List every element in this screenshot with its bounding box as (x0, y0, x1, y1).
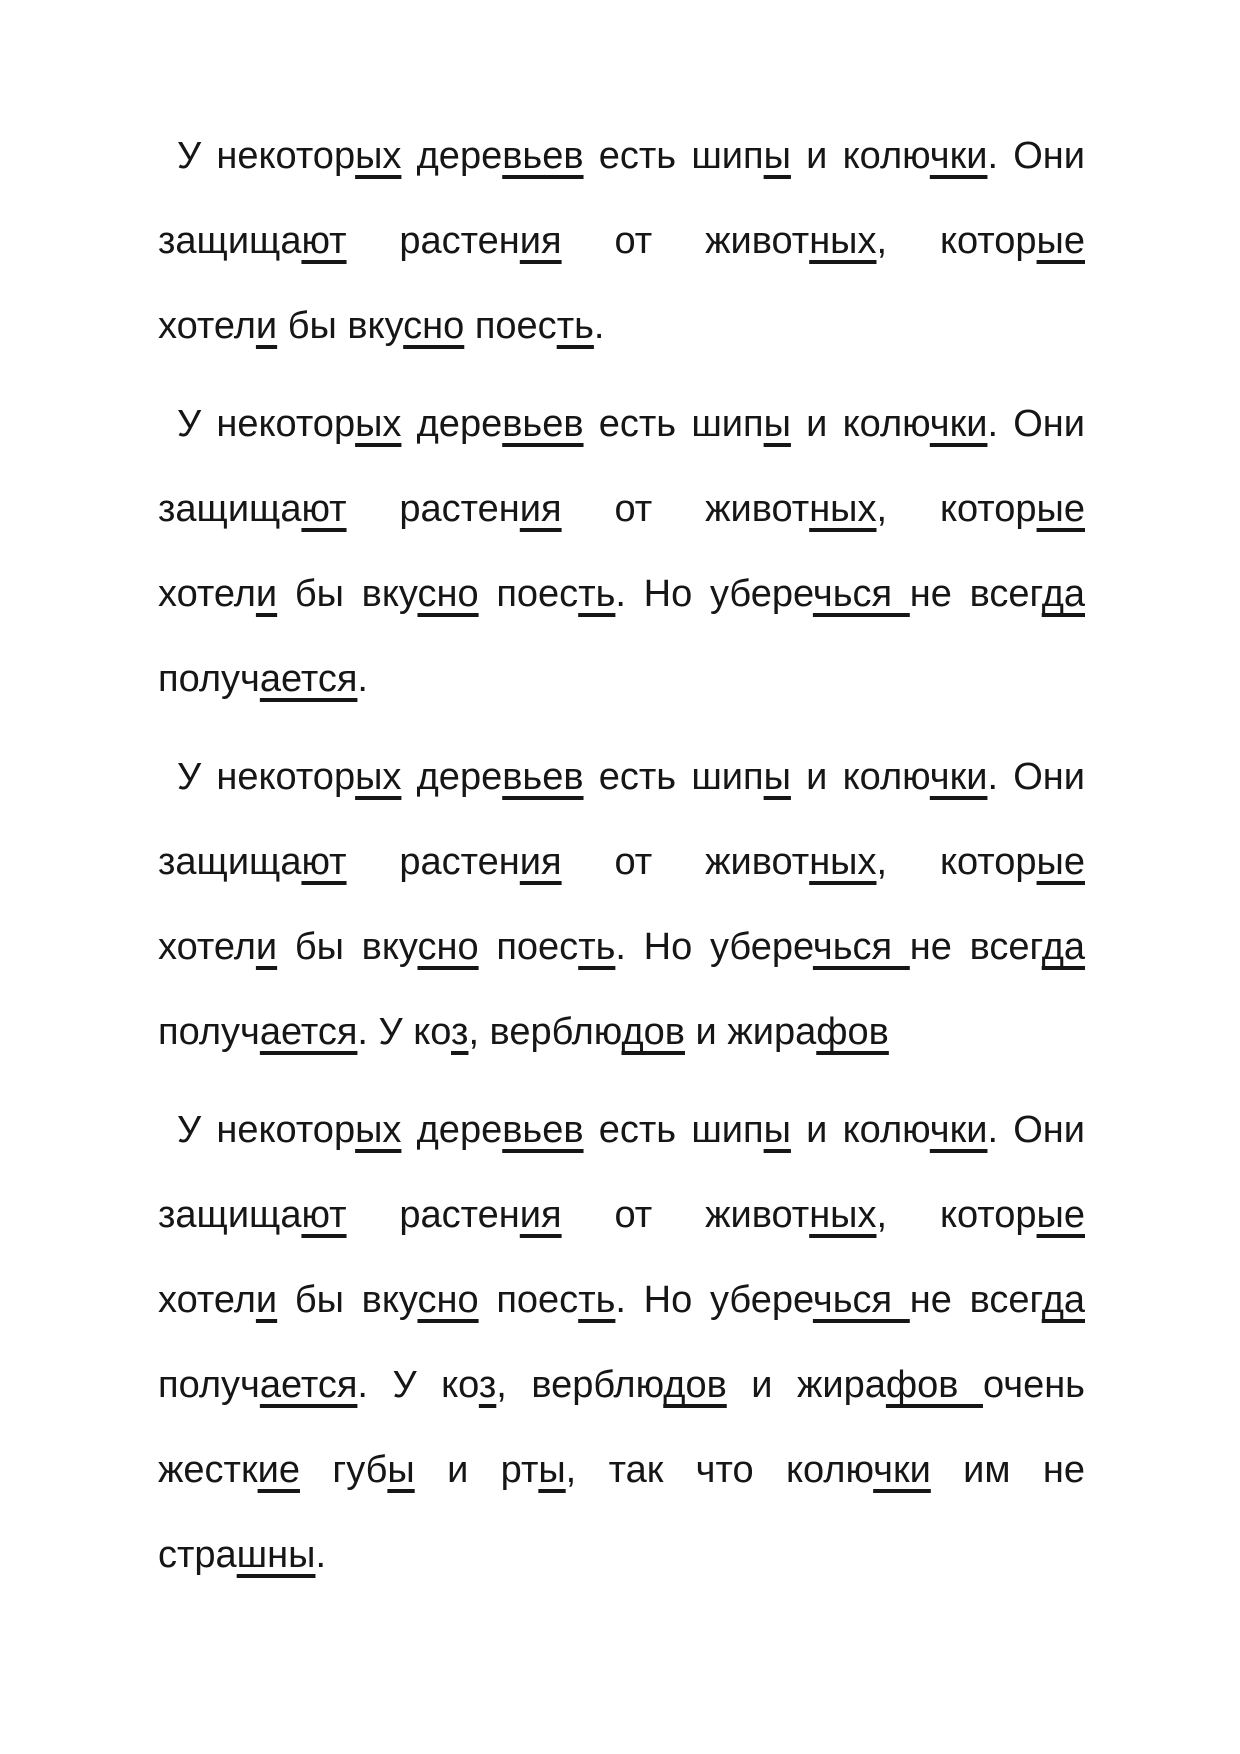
text-segment: бы вку (277, 1279, 418, 1321)
underlined-segment: ют (301, 1194, 347, 1236)
text-segment: дере (401, 403, 503, 445)
text-segment: У некотор (177, 756, 356, 798)
underlined-segment: ных (809, 220, 877, 262)
underlined-segment: шны (236, 1534, 316, 1576)
underlined-segment: чки (873, 1449, 931, 1491)
text-segment: не всег (909, 1279, 1042, 1321)
text-segment: хотел (158, 305, 256, 347)
text-segment: есть шип (583, 1109, 764, 1151)
text-segment: получ (158, 658, 260, 700)
text-line (158, 735, 1085, 820)
underlined-segment: ия (519, 841, 562, 883)
text-segment: бы вку (277, 573, 418, 615)
underlined-segment: да (1041, 573, 1086, 615)
text-line (158, 637, 1085, 722)
text-segment: . (357, 658, 368, 700)
text-segment: защища (158, 488, 302, 530)
underlined-segment: ют (301, 488, 347, 530)
text-segment: дере (401, 135, 503, 177)
text-line (158, 199, 1085, 284)
underlined-segment: ы (538, 1449, 566, 1491)
text-segment: , котор (876, 220, 1037, 262)
text-segment: получ (158, 1364, 260, 1406)
underlined-segment: ы (763, 1109, 791, 1151)
text-line (158, 284, 1085, 369)
underlined-segment: ы (763, 756, 791, 798)
underlined-segment: вьев (502, 756, 584, 798)
underlined-segment: ых (355, 403, 402, 445)
text-segment: им не (930, 1449, 1086, 1491)
text-segment: губ (299, 1449, 388, 1491)
underlined-segment: з (478, 1364, 497, 1406)
text-segment: защища (158, 1194, 302, 1236)
text-segment: и колю (790, 756, 930, 798)
text-segment: бы вку (277, 305, 404, 347)
underlined-segment: ых (355, 756, 402, 798)
underlined-segment: ют (301, 841, 347, 883)
text-segment: , котор (876, 488, 1037, 530)
text-line (158, 1513, 1085, 1598)
underlined-segment: ается (259, 1364, 358, 1406)
text-segment: растен (346, 1194, 520, 1236)
text-segment: хотел (158, 926, 256, 968)
underlined-segment: ие (257, 1449, 300, 1491)
text-segment: поес (464, 305, 557, 347)
text-segment: дере (401, 1109, 503, 1151)
text-segment: , верблю (496, 1364, 664, 1406)
text-segment: . У ко (357, 1011, 451, 1053)
text-segment: есть шип (583, 403, 764, 445)
text-segment: . (593, 305, 605, 347)
text-segment: . Они (987, 756, 1086, 798)
underlined-segment: ые (1036, 488, 1085, 530)
text-segment: поес (478, 573, 579, 615)
underlined-segment: ных (809, 1194, 877, 1236)
underlined-segment: з (451, 1011, 469, 1053)
text-segment: . (315, 1534, 327, 1576)
underlined-segment: сно (417, 926, 479, 968)
underlined-segment: ые (1036, 1194, 1085, 1236)
underlined-segment: ть (578, 1279, 616, 1321)
text-segment: растен (346, 220, 520, 262)
underlined-segment: ть (578, 573, 616, 615)
underlined-segment: ия (519, 220, 562, 262)
text-segment: стра (158, 1534, 237, 1576)
text-segment: . Они (987, 1109, 1086, 1151)
underlined-segment: ия (519, 488, 562, 530)
text-line (158, 990, 1085, 1075)
text-segment: очень (982, 1364, 1085, 1406)
text-segment: . У ко (357, 1364, 479, 1406)
text-segment: хотел (158, 573, 256, 615)
text-segment: и колю (790, 403, 930, 445)
text-line (158, 467, 1085, 552)
text-segment: есть шип (583, 135, 764, 177)
underlined-segment: да (1041, 926, 1086, 968)
text-segment: У некотор (177, 1109, 356, 1151)
text-segment: и колю (790, 1109, 930, 1151)
underlined-segment: чки (929, 403, 988, 445)
text-line (158, 1258, 1085, 1343)
underlined-segment: фов (816, 1011, 889, 1053)
underlined-segment: дов (663, 1364, 727, 1406)
underlined-segment: сно (403, 305, 465, 347)
underlined-segment: чься (812, 573, 910, 615)
text-segment: есть шип (583, 756, 764, 798)
text-segment: и колю (790, 135, 930, 177)
text-line (158, 114, 1085, 199)
underlined-segment: сно (417, 1279, 479, 1321)
underlined-segment: ных (809, 841, 877, 883)
text-segment: растен (346, 841, 520, 883)
underlined-segment: вьев (502, 1109, 584, 1151)
underlined-segment: ых (355, 135, 402, 177)
text-line (158, 905, 1085, 990)
text-segment: . Но убере (615, 573, 813, 615)
underlined-segment: чки (929, 756, 988, 798)
text-line (158, 820, 1085, 905)
text-line (158, 1428, 1085, 1513)
text-segment: . Но убере (615, 1279, 813, 1321)
text-segment: защища (158, 220, 302, 262)
underlined-segment: фов (885, 1364, 983, 1406)
paragraph (158, 735, 1085, 1075)
underlined-segment: и (255, 573, 278, 615)
underlined-segment: чки (929, 1109, 988, 1151)
text-line (158, 1173, 1085, 1258)
underlined-segment: ые (1036, 841, 1085, 883)
underlined-segment: сно (417, 573, 479, 615)
text-segment: поес (478, 1279, 579, 1321)
text-segment: бы вку (277, 926, 418, 968)
text-segment: растен (346, 488, 520, 530)
underlined-segment: ается (259, 658, 358, 700)
underlined-segment: вьев (502, 403, 584, 445)
underlined-segment: ть (578, 926, 616, 968)
text-segment: от живот (561, 220, 810, 262)
text-segment: , котор (876, 1194, 1037, 1236)
underlined-segment: и (255, 305, 278, 347)
text-line (158, 552, 1085, 637)
underlined-segment: ых (355, 1109, 402, 1151)
paragraph (158, 382, 1085, 722)
underlined-segment: ы (763, 135, 791, 177)
text-segment: дере (401, 756, 503, 798)
underlined-segment: ается (259, 1011, 358, 1053)
text-segment: защища (158, 841, 302, 883)
text-line (158, 382, 1085, 467)
underlined-segment: чки (929, 135, 988, 177)
underlined-segment: ы (387, 1449, 415, 1491)
underlined-segment: вьев (502, 135, 584, 177)
text-segment: от живот (561, 841, 810, 883)
text-segment: не всег (909, 926, 1042, 968)
text-segment: У некотор (177, 135, 356, 177)
text-segment: поес (478, 926, 579, 968)
paragraph (158, 114, 1085, 369)
underlined-segment: ые (1036, 220, 1085, 262)
text-segment: . Но убере (615, 926, 813, 968)
text-segment: , котор (876, 841, 1037, 883)
underlined-segment: ть (556, 305, 594, 347)
text-segment: , так что колю (565, 1449, 874, 1491)
text-segment: . Они (987, 135, 1086, 177)
text-segment: от живот (561, 1194, 810, 1236)
underlined-segment: ия (519, 1194, 562, 1236)
text-segment: жестк (158, 1449, 258, 1491)
underlined-segment: чься (812, 926, 910, 968)
underlined-segment: дов (621, 1011, 685, 1053)
underlined-segment: чься (812, 1279, 910, 1321)
paragraph (158, 1088, 1085, 1598)
text-segment: и жира (684, 1011, 817, 1053)
underlined-segment: и (255, 926, 278, 968)
text-segment: . Они (987, 403, 1086, 445)
text-segment: и рт (414, 1449, 539, 1491)
underlined-segment: ных (809, 488, 877, 530)
text-line (158, 1343, 1085, 1428)
text-segment: хотел (158, 1279, 256, 1321)
text-segment: и жира (726, 1364, 886, 1406)
text-segment: получ (158, 1011, 260, 1053)
underlined-segment: и (255, 1279, 278, 1321)
underlined-segment: да (1041, 1279, 1086, 1321)
underlined-segment: ы (763, 403, 791, 445)
text-segment: У некотор (177, 403, 356, 445)
underlined-segment: ют (301, 220, 347, 262)
text-segment: не всег (909, 573, 1042, 615)
text-segment: , верблю (468, 1011, 622, 1053)
text-segment: от живот (561, 488, 810, 530)
text-line (158, 1088, 1085, 1173)
